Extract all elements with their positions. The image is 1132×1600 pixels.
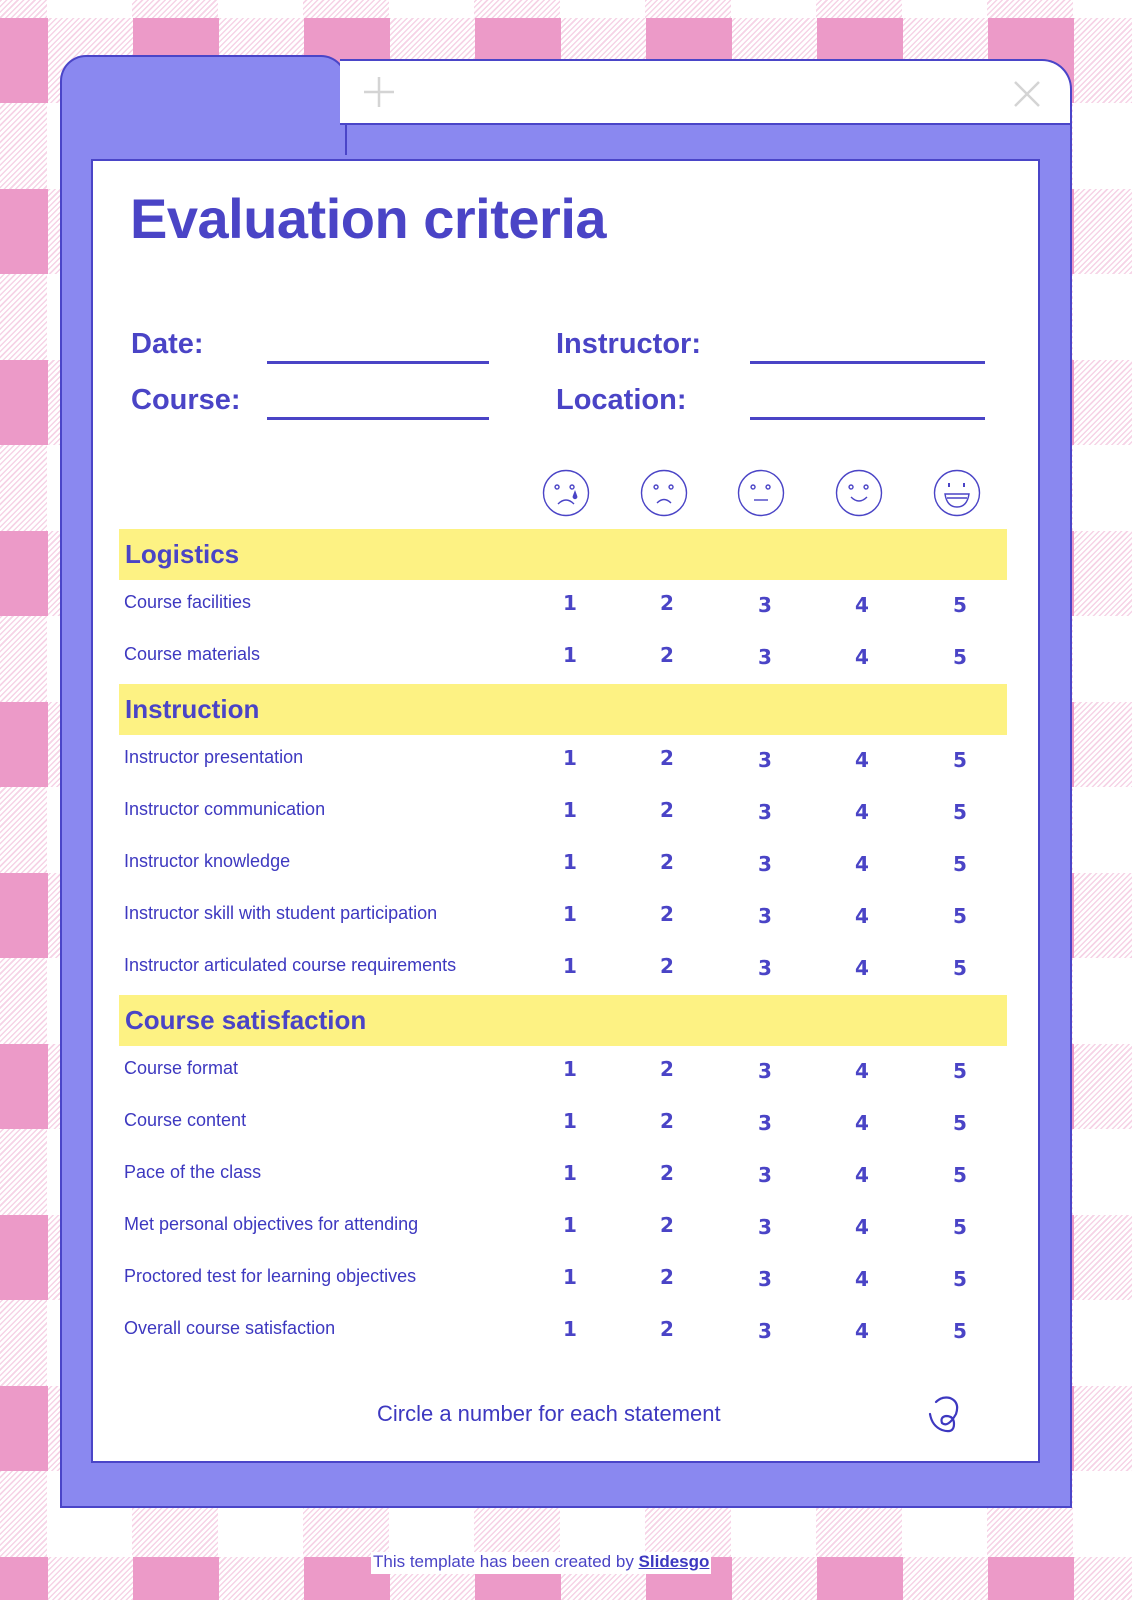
- rating-option-5[interactable]: 5: [953, 1059, 967, 1083]
- section-title: Logistics: [125, 539, 240, 569]
- credit-line: [371, 1552, 711, 1574]
- rating-option-3[interactable]: 3: [758, 1163, 772, 1187]
- rating-option-4[interactable]: 4: [855, 852, 869, 876]
- sad-face-icon: [640, 469, 688, 517]
- section-title: Course satisfaction: [125, 1005, 367, 1035]
- rating-option-1[interactable]: 1: [563, 1161, 577, 1185]
- criterion-label: Instructor presentation: [124, 747, 304, 767]
- slidesgo-link[interactable]: Slidesgo: [638, 1552, 710, 1571]
- location-field[interactable]: [750, 417, 985, 420]
- rating-option-5[interactable]: 5: [953, 748, 967, 772]
- rating-option-2[interactable]: 2: [660, 1317, 674, 1341]
- rating-option-4[interactable]: 4: [855, 956, 869, 980]
- rating-option-3[interactable]: 3: [758, 1267, 772, 1291]
- rating-option-5[interactable]: 5: [953, 904, 967, 928]
- criterion-label: Course facilities: [124, 592, 252, 612]
- rating-option-5[interactable]: 5: [953, 645, 967, 669]
- rating-option-3[interactable]: 3: [758, 904, 772, 928]
- rating-option-4[interactable]: 4: [855, 1267, 869, 1291]
- rating-option-5[interactable]: 5: [953, 1215, 967, 1239]
- rating-option-4[interactable]: 4: [855, 904, 869, 928]
- date-field[interactable]: [267, 361, 489, 364]
- rating-option-2[interactable]: 2: [660, 1109, 674, 1133]
- location-label: Location:: [556, 384, 687, 416]
- neutral-face-icon: [737, 469, 785, 517]
- instructor-field[interactable]: [750, 361, 985, 364]
- smile-face-icon: [835, 469, 883, 517]
- rating-option-2[interactable]: 2: [660, 1213, 674, 1237]
- rating-option-4[interactable]: 4: [855, 1215, 869, 1239]
- rating-option-4[interactable]: 4: [855, 645, 869, 669]
- rating-option-1[interactable]: 1: [563, 746, 577, 770]
- rating-option-2[interactable]: 2: [660, 954, 674, 978]
- criterion-label: Course content: [124, 1110, 247, 1130]
- criterion-label: Instructor articulated course requirements: [124, 955, 457, 975]
- rating-option-3[interactable]: 3: [758, 748, 772, 772]
- rating-option-4[interactable]: 4: [855, 1319, 869, 1343]
- instructor-label: Instructor:: [556, 328, 701, 360]
- criterion-label: Course materials: [124, 644, 261, 664]
- rating-option-2[interactable]: 2: [660, 902, 674, 926]
- rating-option-2[interactable]: 2: [660, 1265, 674, 1289]
- credit-text: This template has been created by: [373, 1552, 639, 1571]
- crying-face-icon: [542, 469, 590, 517]
- criterion-label: Course format: [124, 1058, 239, 1078]
- rating-option-3[interactable]: 3: [758, 645, 772, 669]
- page-title: Evaluation criteria: [130, 187, 607, 250]
- section-title: Instruction: [125, 694, 260, 724]
- rating-option-1[interactable]: 1: [563, 1057, 577, 1081]
- rating-option-4[interactable]: 4: [855, 748, 869, 772]
- rating-option-1[interactable]: 1: [563, 1265, 577, 1289]
- rating-option-2[interactable]: 2: [660, 1057, 674, 1081]
- rating-option-5[interactable]: 5: [953, 1267, 967, 1291]
- criterion-label: Proctored test for learning objectives: [124, 1266, 417, 1286]
- rating-option-2[interactable]: 2: [660, 850, 674, 874]
- section-header-0: [119, 529, 1007, 580]
- rating-option-1[interactable]: 1: [563, 1317, 577, 1341]
- rating-option-4[interactable]: 4: [855, 593, 869, 617]
- section-header-1: [119, 684, 1007, 735]
- rating-option-5[interactable]: 5: [953, 956, 967, 980]
- grin-face-icon: [933, 469, 981, 517]
- criterion-label: Instructor communication: [124, 799, 326, 819]
- rating-option-2[interactable]: 2: [660, 1161, 674, 1185]
- rating-option-5[interactable]: 5: [953, 1319, 967, 1343]
- instruction-text: Circle a number for each statement: [377, 1401, 721, 1426]
- rating-option-3[interactable]: 3: [758, 593, 772, 617]
- rating-option-1[interactable]: 1: [563, 591, 577, 615]
- tab-bar: [340, 59, 1072, 125]
- criterion-label: Instructor skill with student participation: [124, 903, 438, 923]
- rating-option-4[interactable]: 4: [855, 1059, 869, 1083]
- plus-icon[interactable]: [362, 75, 396, 109]
- rating-option-2[interactable]: 2: [660, 798, 674, 822]
- rating-option-3[interactable]: 3: [758, 1059, 772, 1083]
- rating-option-3[interactable]: 3: [758, 1215, 772, 1239]
- close-icon[interactable]: [1013, 80, 1041, 108]
- rating-option-5[interactable]: 5: [953, 800, 967, 824]
- rating-option-1[interactable]: 1: [563, 954, 577, 978]
- rating-option-1[interactable]: 1: [563, 1213, 577, 1237]
- course-field[interactable]: [267, 417, 489, 420]
- rating-option-3[interactable]: 3: [758, 852, 772, 876]
- rating-option-5[interactable]: 5: [953, 1163, 967, 1187]
- rating-option-3[interactable]: 3: [758, 956, 772, 980]
- rating-option-3[interactable]: 3: [758, 800, 772, 824]
- heart-doodle-icon: [922, 1392, 966, 1436]
- criterion-label: Met personal objectives for attending: [124, 1214, 419, 1234]
- rating-option-4[interactable]: 4: [855, 1111, 869, 1135]
- rating-option-2[interactable]: 2: [660, 591, 674, 615]
- rating-option-4[interactable]: 4: [855, 1163, 869, 1187]
- date-label: Date:: [131, 328, 204, 360]
- rating-option-1[interactable]: 1: [563, 643, 577, 667]
- rating-option-1[interactable]: 1: [563, 1109, 577, 1133]
- rating-option-5[interactable]: 5: [953, 852, 967, 876]
- rating-option-1[interactable]: 1: [563, 850, 577, 874]
- rating-option-2[interactable]: 2: [660, 746, 674, 770]
- course-label: Course:: [131, 384, 241, 416]
- rating-option-3[interactable]: 3: [758, 1319, 772, 1343]
- rating-option-4[interactable]: 4: [855, 800, 869, 824]
- section-header-2: [119, 995, 1007, 1046]
- rating-option-2[interactable]: 2: [660, 643, 674, 667]
- criterion-label: Instructor knowledge: [124, 851, 291, 871]
- folder-tab: [60, 55, 347, 155]
- rating-option-5[interactable]: 5: [953, 1111, 967, 1135]
- rating-option-3[interactable]: 3: [758, 1111, 772, 1135]
- rating-option-5[interactable]: 5: [953, 593, 967, 617]
- rating-option-1[interactable]: 1: [563, 798, 577, 822]
- criterion-label: Overall course satisfaction: [124, 1318, 336, 1338]
- criterion-label: Pace of the class: [124, 1162, 262, 1182]
- rating-option-1[interactable]: 1: [563, 902, 577, 926]
